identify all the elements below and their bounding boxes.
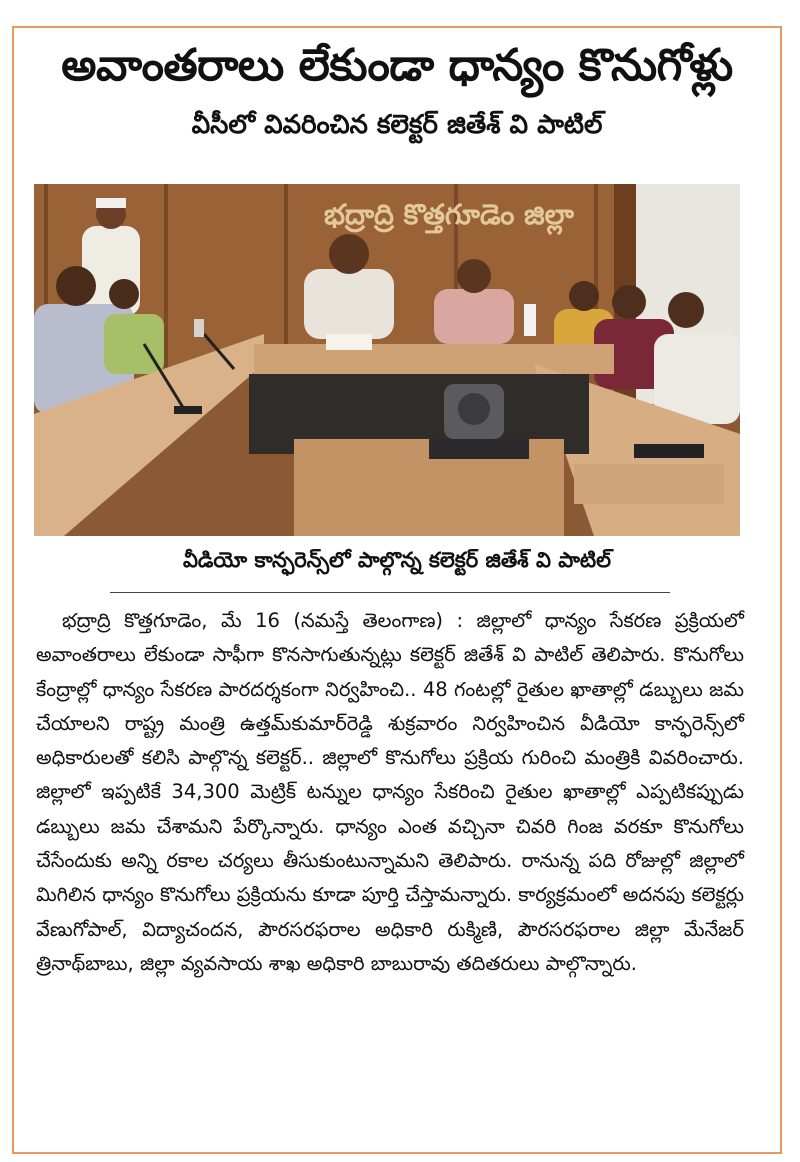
article-body: భద్రాద్రి కొత్తగూడెం, మే 16 (నమస్తే తెలంగాణ) : జిల్లాలో ధాన్యం సేకరణ ప్రక్రియలో అవాంతరాలు లేకుండా సాఫీగా కొనసాగుతున్నట్లు కలెక్టర్ జితేశ్ వి పాటిల్ తెలిపారు. కొనుగోలు కేంద్రాల్లో ధాన్యం సేకరణ పారదర్శకంగా నిర్వహించి.. 48 గంటల్లో రైతుల ఖాతాల్లో డబ్బులు జమ చేయాలని రాష్ట్ర మంత్రి ఉత్తమ్‌కుమార్‌రెడ్డి శుక్రవారం నిర్వహించిన వీడియో కాన్ఫరెన్స్‌లో అధికారులతో కలిసి పాల్గొన్న కలెక్టర్.. జిల్లాలో కొనుగోలు ప్రక్రియ గురించి మంత్రికి వివరించారు. జిల్లాలో ఇప్పటికే 34,300 మెట్రిక్ టన్నుల ధాన్యం సేకరించి రైతుల ఖాతాల్లో ఎప్పటికప్పుడు డబ్బులు జమ చేశామని పేర్కొన్నారు. ధాన్యం ఎంత వచ్చినా చివరి గింజ వరకూ కొనుగోలు చేసేందుకు అన్ని రకాల చర్యలు తీసుకుంటున్నామని తెలిపారు. రానున్న పది రోజుల్లో జిల్లాలో మిగిలిన ధాన్యం కొనుగోలు ప్రక్రియను కూడా పూర్తి చేస్తామన్నారు. కార్యక్రమంలో అదనపు కలెక్టర్లు వేణుగోపాల్, విద్యాచందన, పౌరసరఫరాల అధికారి రుక్మిణి, పౌరసరఫరాల జిల్లా మేనేజర్ త్రినాథ్‌బాబు, జిల్లా వ్యవసాయ శాఖ అధికారి బాబురావు తదితరులు పాల్గొన్నారు. — [36, 609, 744, 975]
wall-banner-text: భద్రాద్రి కొత్తగూడెం జిల్లా — [324, 198, 574, 231]
caption-divider — [110, 592, 670, 593]
subheadline: వీసీలో వివరించిన కలెక్టర్ జితేశ్ వి పాటిల్ — [191, 110, 603, 140]
meeting-photo-illustration — [34, 184, 740, 536]
newspaper-clipping — [12, 26, 782, 1154]
headline: అవాంతరాలు లేకుండా ధాన్యం కొనుగోళ్లు — [61, 40, 733, 91]
news-photo — [34, 184, 740, 536]
photo-caption: వీడియో కాన్ఫరెన్స్‌లో పాల్గొన్న కలెక్టర్ జితేశ్ వి పాటిల్ — [182, 548, 612, 572]
